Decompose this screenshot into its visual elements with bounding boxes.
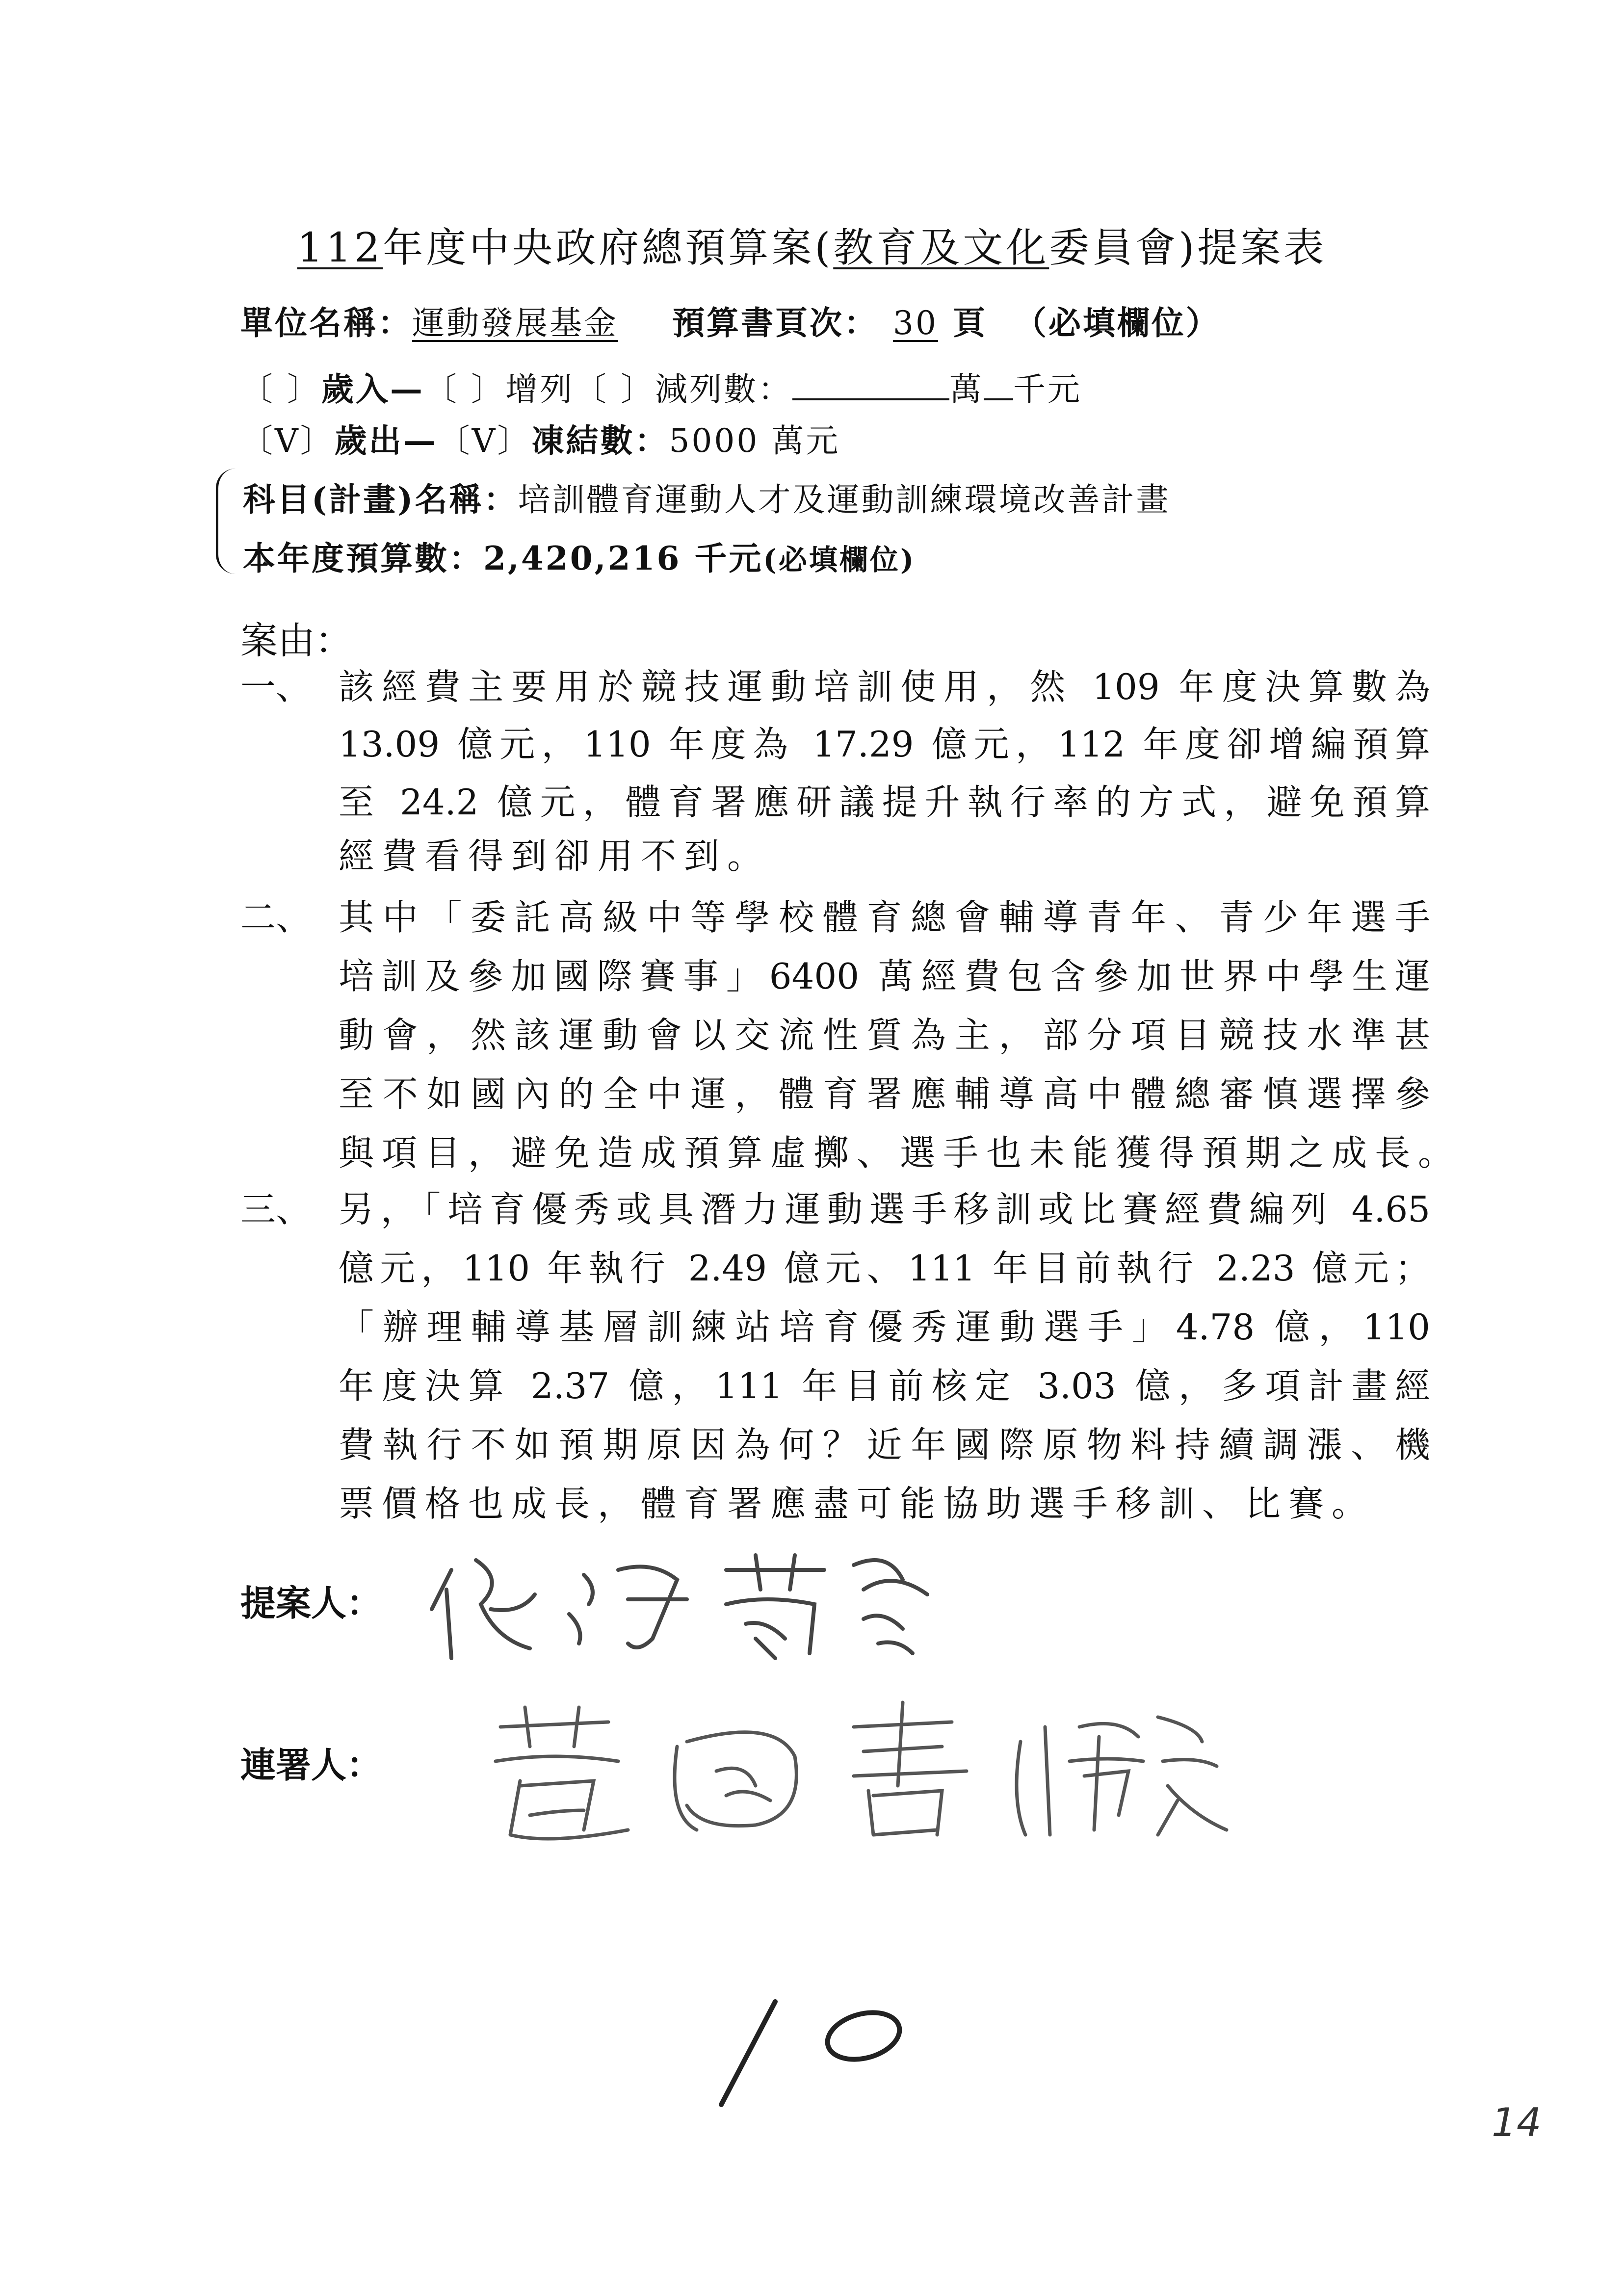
cosigner-label: 連署人： [240, 1744, 382, 1786]
item-line: 動會，然該運動會以交流性質為主，部分項目競技水準甚 [339, 1015, 1430, 1056]
unit-value: 運動發展基金 [412, 304, 618, 342]
expense-checkbox: 〔V〕 [240, 422, 335, 460]
revenue-row [240, 363, 1082, 410]
title-part2: 委員會)提案表 [1049, 225, 1327, 271]
cut-checkbox: 〔 〕 [574, 370, 655, 408]
item-line: 票價格也成長，體育署應盡可能協助選手移訓、比賽。 [339, 1483, 1375, 1524]
item-line: 「辦理輔導基層訓練站培育優秀運動選手」4.78 億，110 [339, 1306, 1430, 1348]
add-label: 增列 [505, 370, 574, 408]
revenue-checkbox: 〔 〕 [240, 370, 321, 408]
bracket-mark [216, 469, 238, 574]
unit-row [240, 297, 1220, 343]
expense-label: 歲出— [334, 421, 438, 460]
freeze-checkbox: 〔V〕 [437, 422, 532, 460]
item-line: 其中「委託高級中等學校體育總會輔導青年、青少年選手 [339, 897, 1430, 938]
item-line: 經費看得到卻用不到。 [339, 835, 771, 877]
expense-row [240, 415, 840, 461]
item-line: 至 24.2 億元，體育署應研議提升執行率的方式，避免預算 [339, 782, 1430, 823]
unit-label: 單位名稱： [240, 304, 412, 342]
handwritten-number-mark [707, 1992, 903, 2139]
wan-label: 萬 [949, 370, 984, 408]
required-note: （必填欄位） [1014, 304, 1220, 342]
budget-row [243, 532, 916, 579]
item-line: 該經費主要用於競技運動培訓使用，然 109 年度決算數為 [339, 666, 1430, 707]
proposer-label: 提案人： [240, 1582, 382, 1624]
page-unit: 頁 [952, 304, 987, 342]
subject-row [243, 473, 1170, 520]
freeze-label: 凍結數： [531, 421, 669, 460]
item-number: 二、 [240, 897, 312, 938]
budget-required-note: (必填欄位) [763, 543, 916, 576]
add-checkbox: 〔 〕 [424, 370, 505, 408]
title-year: 112 [297, 225, 383, 271]
item-line: 另，「培育優秀或具潛力運動選手移訓或比賽經費編列 4.65 [339, 1189, 1430, 1230]
budget-value: 2,420,216 千元 [483, 539, 763, 577]
subject-value: 培訓體育運動人才及運動訓練環境改善計畫 [518, 481, 1171, 519]
item-line: 費執行不如預期原因為何？近年國際原物料持續調漲、機 [339, 1424, 1430, 1465]
item-line: 年度決算 2.37 億，111 年目前核定 3.03 億，多項計畫經 [339, 1365, 1430, 1407]
item-number: 一、 [240, 666, 312, 707]
proposer-signature [422, 1540, 1011, 1668]
page-number: 14 [1492, 2100, 1542, 2145]
cut-label: 減列數： [655, 370, 792, 408]
title-part1: 年度中央政府總預算案( [383, 225, 834, 271]
qian-label: 千元 [1013, 370, 1082, 408]
reason-label: 案由： [240, 619, 352, 662]
item-number: 三、 [240, 1189, 312, 1230]
handwritten-number [707, 1992, 903, 2141]
qian-blank [984, 369, 1013, 400]
document-title [0, 216, 1624, 273]
item-line: 13.09 億元，110 年度為 17.29 億元，112 年度卻增編預算 [339, 724, 1430, 765]
item-line: 培訓及參加國際賽事」6400 萬經費包含參加世界中學生運 [339, 956, 1430, 997]
title-committee: 教育及文化 [833, 225, 1049, 271]
budget-label: 本年度預算數： [243, 539, 483, 577]
item-line: 億元，110 年執行 2.49 億元、111 年目前執行 2.23 億元； [339, 1248, 1430, 1289]
page-value: 30 [892, 304, 938, 342]
freeze-value: 5000 萬元 [669, 422, 840, 460]
revenue-label: 歲入— [321, 370, 424, 408]
cut-amount-blank [792, 369, 949, 400]
cosigner-signatures [481, 1688, 1315, 1850]
page-label: 預算書頁次： [672, 304, 878, 342]
item-line: 與項目，避免造成預算虛擲、選手也未能獲得預期之成長。 [339, 1132, 1462, 1174]
item-line: 至不如國內的全中運，體育署應輔導高中體總審慎選擇參 [339, 1073, 1430, 1115]
subject-label: 科目(計畫)名稱： [243, 480, 518, 519]
